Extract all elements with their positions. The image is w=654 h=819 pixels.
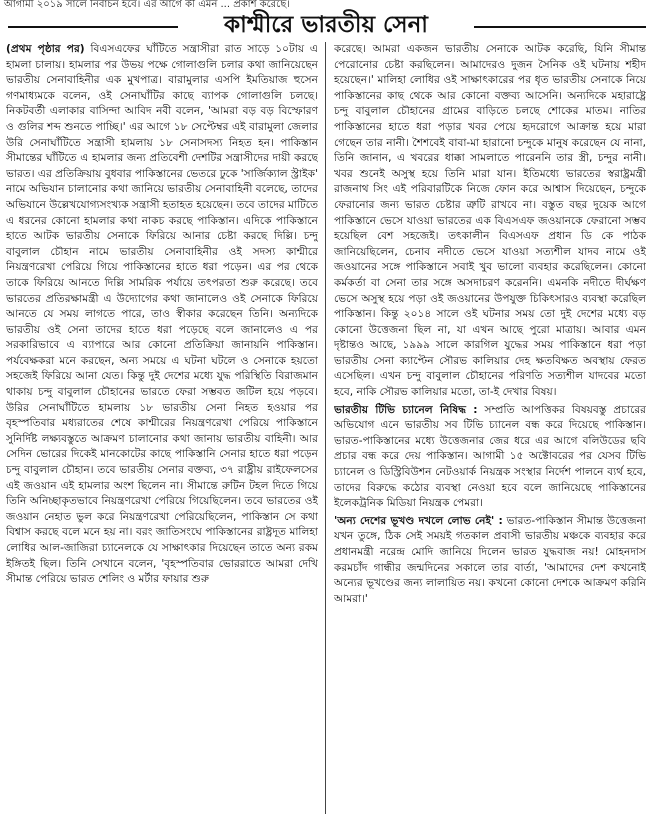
article-column-left: [6, 42, 318, 814]
page-title: কাশ্মীরে ভারতীয় সেনা: [224, 12, 428, 38]
article-column-right: [334, 42, 646, 814]
tv-ban-heading: ভারতীয় টিভি চ্যানেল নিষিদ্ধ :: [334, 403, 478, 416]
headline-rule-left: [8, 26, 178, 28]
column-divider: [325, 42, 326, 814]
tv-ban-text: সম্প্রতি আপত্তিকর বিষয়বস্তু প্রচারের অভিযোগ এনে ভারতীয় সব টিভি চ্যানেল বন্ধ করে দিয়েছে পাকিস্তান। ভারত-পাকিস্তানের মধ্যে উত্তেজনার জের ধরে এর আগে বলিউডের ছবি প্রচার বন্ধ করে দেয় পাকিস্তান। আগামী ১৫ অক্টোবরের পর যেসব টিভি চ্যানেল ও ডিস্ট্রিবিউশন নেটওয়ার্ক নিয়ন্ত্রক সংস্থার নির্দেশ পালনে ব্যর্থ হবে, তাদের বিরুদ্ধে কঠোর ব্যবস্থা নেওয়া হবে বলে জানিয়েছে পাকিস্তানের ইলেকট্রনিক মিডিয়া নিয়ন্ত্রক পেমরা।: [334, 403, 646, 510]
article-text: বিএসএফের ঘাঁটিতে সন্ত্রাসীরা রাত সাড়ে ১০টায় এ হামলা চালায়। হামলার পর উভয় পক্ষে গোলাগুলি চলার কথা জানিয়েছেন ভারতীয় সেনাবাহিনীর এক মুখপাত্র। বারামুলার এসপি ইমতিয়াজ হুসেন গণমাধ্যমকে বলেন, ওই সেনাঘাঁটির কাছে ব্যাপক গোলাগুলি চলছে। নিকটবর্তী এলাকার বাসিন্দা আবিদ নবী বলেন, 'আমরা বড় বড় বিস্ফোরণ ও গুলির শব্দ শুনতে পাচ্ছি।' এর আগে ১৮ সেপ্টেম্বর এই বারামুলা জেলার উরি সেনাঘাঁটিতে সন্ত্রাসী হামলায় ১৮ সেনাসদস্য নিহত হন। পাকিস্তান সীমান্তের ঘাঁটিতে এ হামলার জন্য প্রতিবেশী দেশটির সন্ত্রাসীদের দায়ী করছে ভারত। এর প্রতিক্রিয়ায় বুধবার পাকিস্তানের ভেতরে ঢুকে 'সার্জিক্যাল স্ট্রাইক' নামে অভিযান চালানোর কথা জানিয়ে ভারতীয় সেনাবাহিনী বলেছে, তাদের অভিযানে উল্লেখযোগ্যসংখ্যক সন্ত্রাসী হতাহত হয়েছেন। তবে তাদের মাটিতে এ ধরনের কোনো হামলার কথা নাকচ করছে পাকিস্তান। এদিকে পাকিস্তানে হাতে আটক ভারতীয় সেনাকে ফিরিয়ে আনার চেষ্টা করছে দিল্লি। চন্দু বাবুলাল চৌহান নামে ভারতীয় সেনাবাহিনীর ওই সদস্য কাশ্মীরে নিয়ন্ত্রণরেখা পেরিয়ে গিয়ে পাকিস্তানের হাতে ধরা পড়েন। এর পর থেকে তাকে ফিরিয়ে আনতে দিল্লি সামরিক পর্যায়ে তৎপরতা শুরু করেছে। তবে ভারতের প্রতিরক্ষামন্ত্রী এ উদ্যোগের কথা জানালেও ওই সেনাকে ফিরিয়ে আনতে যে সময় লাগতে পারে, তাও স্বীকার করেছেন তিনি। অন্যদিকে ভারতীয় ওই সেনা তাদের হাতে ধরা পড়েছে বলে জানালেও এ পর সরকারিভাবে এ ব্যাপারে আর কোনো প্রতিক্রিয়া জানায়নি পাকিস্তান। পর্যবেক্ষকরা মনে করছেন, অন্য সময়ে এ ঘটনা ঘটলে ও সেনাকে হয়তো সহজেই ফিরিয়ে আনা যেত। কিন্তু দুই দেশের মধ্যে যুদ্ধ পরিস্থিতি বিরাজমান থাকায় চন্দু বাবুলাল চৌহানের ভারতে ফেরা সম্ভবত জটিল হয়ে পড়বে। উরির সেনাঘাঁটিতে হামলায় ১৮ ভারতীয় সেনা নিহত হওয়ার পর বৃহস্পতিবার মধ্যরাতের শেষে কাশ্মীরের নিয়ন্ত্রণরেখা পেরিয়ে পাকিস্তানে সুনির্দিষ্ট লক্ষ্যবস্তুতে আক্রমণ চালানোর কথা জানায় ভারতীয় বাহিনী। আর সেদিন ভোরের দিকেই মানকোটের কাছে পাকিস্তানি সেনার হাতে ধরা পড়েন চন্দু বাবুলাল চৌহান। তবে ভারতীয় সেনার বক্তব্য, ৩৭ রাষ্ট্রীয় রাইফেলসের এই জওয়ান এই হামলার অংশ ছিলেন না। সীমান্তে রুটিন টহল দিতে গিয়ে তিনি অনিচ্ছাকৃতভাবে নিয়ন্ত্রণরেখা পেরিয়ে গিয়েছিলেন। তবে ভারতের ওই জওয়ান নেহাত ভুল করে নিয়ন্ত্রণরেখা পেরিয়েছিলেন, পাকিস্তান সে কথা বিশ্বাস করছে বলে মনে হয় না। বরং জাতিসংঘে পাকিস্তানের রাষ্ট্রদূত মালিহা লোধির আল-জাজিরা চ্যানেলকে যে সাক্ষাৎকার দিয়েছেন তাতে অন্য রকম ইঙ্গিতই ছিল। তিনি সেখানে বলেন, 'বৃহস্পতিবার ভোররাতে আমরা দেখি সীমান্ত পেরিয়ে ভারত শেলিং ও মর্টার ফায়ার শুরু: [6, 43, 318, 586]
article-paragraph: করেছে। আমরা একজন ভারতীয় সেনাকে আটক করেছি, যিনি সীমান্ত পেরোনোর চেষ্টা করছিলেন। আমাদেরও দুজন সৈনিক ওই ঘটনায় শহীদ হয়েছেন।' মালিহা লোধির ওই সাক্ষাৎকারের পর ধৃত ভারতীয় সেনাকে নিয়ে পাকিস্তানের কাছ থেকে আর কোনো বক্তব্য আসেনি। অন্যদিকে মহারাষ্ট্রে চন্দু বাবুলাল চৌহানের গ্রামের বাড়িতে চলছে শোকের মাতম। নাতির পাকিস্তানের হাতে ধরা পড়ার খবর পেয়ে হৃদরোগে আক্রান্ত হয়ে মারা গেছেন তার নানী। শৈশবেই বাবা-মা হারানো চন্দুকে মানুষ করেছেন যে নানা, তিনি জানান, এ খবরের ধাক্কা সামলাতে পারেননি তার স্ত্রী, চন্দুর নানী। খবর শুনেই অসুস্থ হয়ে তিনি মারা যান। ইতিমধ্যে ভারতের স্বরাষ্ট্রমন্ত্রী রাজনাথ সিং এই পরিবারটিকে নিজে ফোন করে আশ্বাস দিয়েছেন, চন্দুকে ফেরানোর জন্য ভারত চেষ্টার ত্রুটি রাখবে না। বস্তুত বছর দুয়েক আগে পাকিস্তানে ভেসে যাওয়া ভারতের এক বিএসএফ জওয়ানকে ফেরানো সম্ভব হয়েছিল বেশ সহজেই। তৎকালীন বিএসএফ প্রধান ডি কে পাঠক জানিয়েছিলেন, চেনাব নদীতে ভেসে যাওয়া সত্যশীল যাদব নামে ওই জওয়ানের সঙ্গে পাকিস্তানে সবাই খুব ভালো ব্যবহার করেছিলেন। কোনো কর্মকর্তা বা সেনা তার সঙ্গে অসদাচরণ করেননি। এমনকি নদীতে দীর্ঘক্ষণ ভেসে অসুস্থ হয়ে পড়া ওই জওয়ানের উপযুক্ত চিকিৎসারও ব্যবস্থা করেছিল পাকিস্তান। কিন্তু ২০১৪ সালে ওই ঘটনার সময় তো দুই দেশের মধ্যে বড় কোনো উত্তেজনা ছিল না, যা এখন আছে পুরো মাত্রায়। আবার এমন দৃষ্টান্তও আছে, ১৯৯৯ সালে কারগিল যুদ্ধের সময় পাকিস্তানে ধরা পড়া ভারতীয় সেনা ক্যাপ্টেন সৌরভ কালিয়ার দেহ ক্ষতবিক্ষত অবস্থায় ফেরত এসেছিল। এখন চন্দু বাবুলাল চৌহানের পরিণতি সত্যশীল যাদবের মতো হবে, নাকি সৌরভ কালিয়ার মতো, তা-ই দেখার বিষয়।: [334, 43, 646, 399]
headline-bar: [0, 10, 654, 40]
headline-rule-right: [474, 26, 646, 28]
previous-article-tail: আগামী ২০১৯ সালে নির্বাচন হবে। এর আগে কী এমন ... প্রকাশ করেছে।: [4, 0, 290, 10]
article-paragraph: [6, 42, 318, 588]
no-greed-text: ভারত-পাকিস্তান সীমান্ত উত্তেজনা যখন তুঙ্গে, ঠিক সেই সময়ই গতকাল প্রবাসী ভারতীয় মঞ্চকে ব্যবহার করে প্রধানমন্ত্রী নরেন্দ্র মোদি জানিয়ে দিলেন ভারত যুদ্ধবাজ নয়! মোহনদাস করমচাঁদ গান্ধীর জন্মদিনের সকালে তার বার্তা, 'আমাদের দেশ কখনোই অন্যের ভূখণ্ডের জন্য লালায়িত নয়। কখনো কোনো দেশকে আক্রমণ করিনি আমরা।': [334, 514, 646, 605]
no-greed-section: [334, 514, 646, 608]
no-greed-heading: 'অন্য দেশের ভূখণ্ড দখলে লোভ নেই' :: [334, 514, 503, 527]
tv-ban-section: [334, 403, 646, 512]
continuation-marker: (প্রথম পৃষ্ঠার পর): [6, 43, 85, 55]
